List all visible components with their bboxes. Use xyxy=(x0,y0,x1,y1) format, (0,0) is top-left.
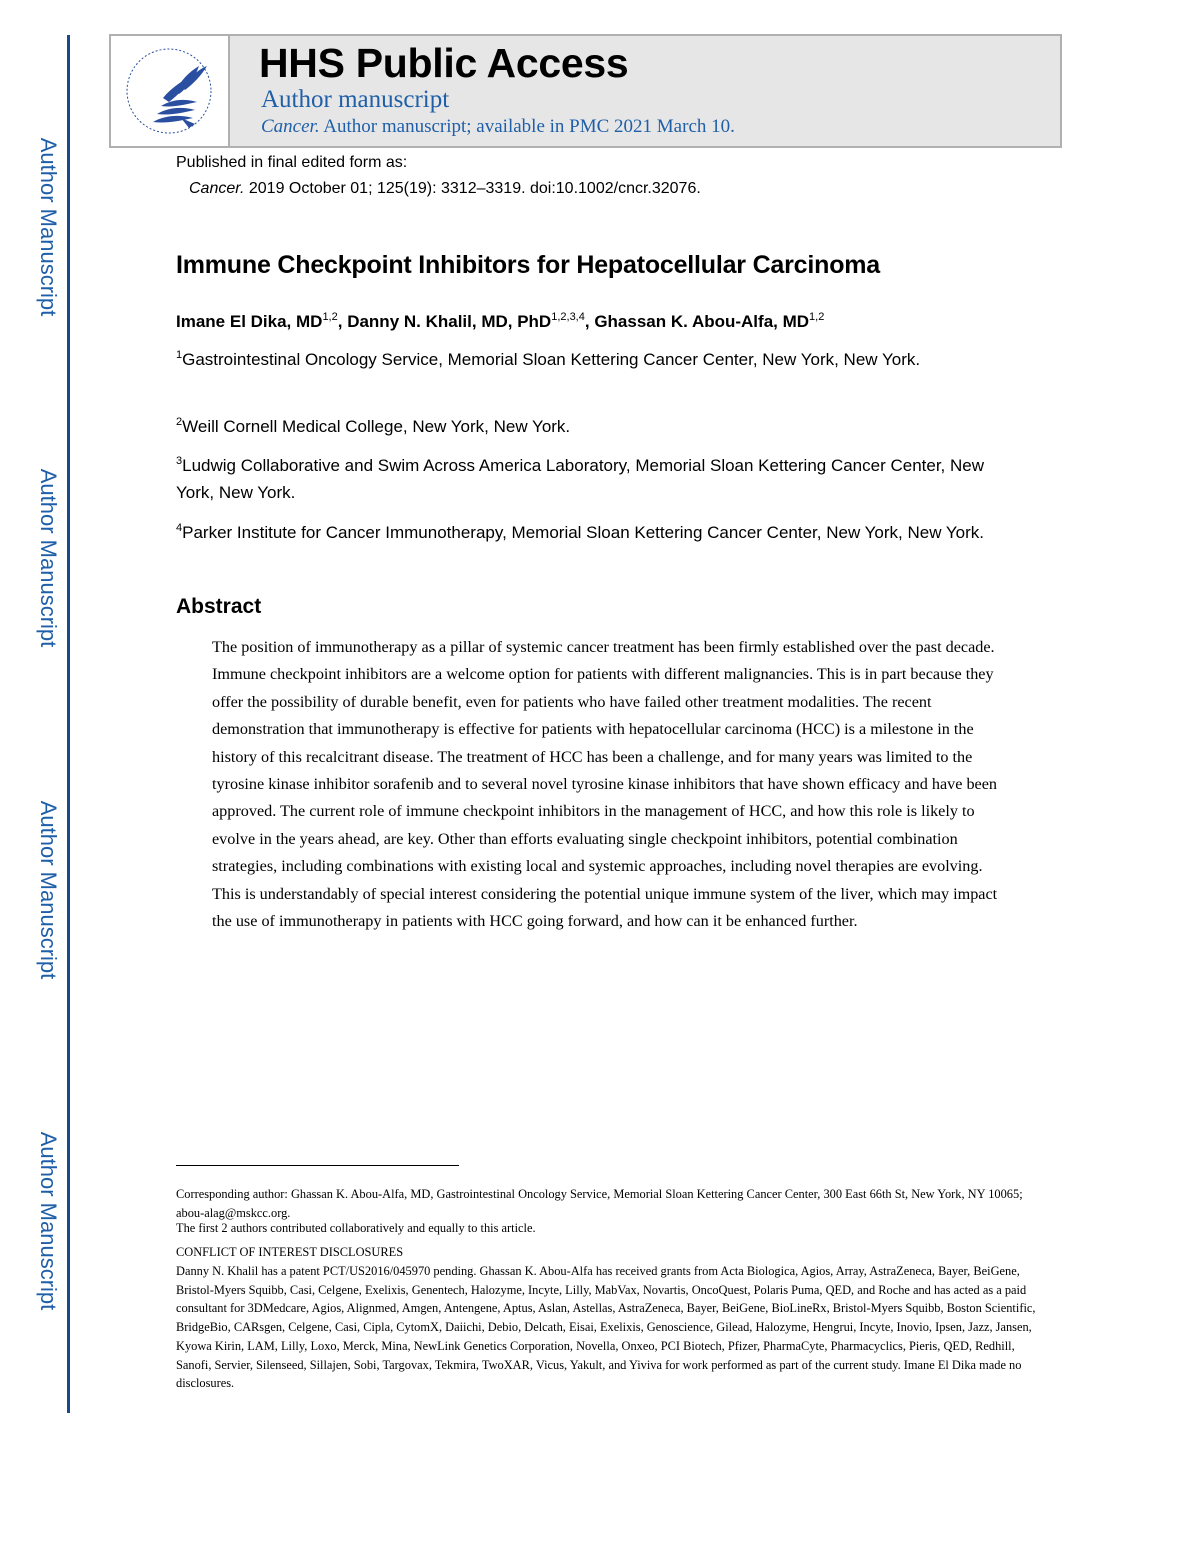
published-label: Published in final edited form as: xyxy=(176,154,408,171)
availability-text: Author manuscript; available in PMC 2021 March 10. xyxy=(319,116,735,137)
author-list: Imane El Dika, MD$^{1,2}$, Danny N. Khalil, MD, PhD$^{1,2,3,4}$, Ghassan K. Abou-Alfa, MD$^{1,2}$ xyxy=(176,311,825,331)
manuscript-type: Author manuscript xyxy=(261,86,450,113)
coi-text: Danny N. Khalil has a patent PCT/US2016/045970 pending. Ghassan K. Abou-Alfa has received grants from Acta Biologica, Agios, Array, AstraZeneca, Bayer, BeiGene, Bristol-Myers Squibb, Casi, Celgene, Exelixis, Genentech, Halozyme, Incyte, Lilly, MabVax, Novartis, OncoQuest, Polaris Puma, QED, and Roche and has acted as a paid consultant for 3DMedcare, Agios, Alignmed, Amgen, Antengene, Aptus, Aslan, Astellas, AstraZeneca, Bayer, BeiGene, BioLineRx, Bristol-Myers Squibb, Boston Scientific, BridgeBio, CARsgen, Celgene, Casi, Cipla, CytomX, Daiichi, Debio, Delcath, Eisai, Exelixis, Genoscience, Gilead, Halozyme, Hengrui, Incyte, Inovio, Ipsen, Jazz, Jansen, Kyowa Kirin, LAM, Lilly, Loxo, Merck, Mina, NewLink Genetics Corporation, Novella, Onxeo, PCI Biotech, Pfizer, PharmaCyte, Pharmacyclics, Pieris, QED, Redhill, Sanofi, Servier, Silenseed, Sillajen, Sobi, Targovax, Tekmira, TwoXAR, Vicus, Yakult, and Yiviva for work performed as part of the current study. Imane El Dika made no disclosures. xyxy=(176,1264,1036,1391)
affiliation: $^1$Gastrointestinal Oncology Service, Memorial Sloan Kettering Cancer Center, New York, New York. xyxy=(176,349,921,369)
abstract-heading: Abstract xyxy=(176,595,262,618)
author-name: Ghassan K. Abou-Alfa, MD xyxy=(594,312,810,331)
availability-line xyxy=(261,116,735,138)
journal-name: Cancer. xyxy=(261,116,320,137)
corresponding-author-note: Corresponding author: Ghassan K. Abou-Alfa, MD, Gastrointestinal Oncology Service, Memorial Sloan Kettering Cancer Center, 300 East 66th St, New York, NY 10065; abou-alag@mskcc.org. xyxy=(176,1187,1023,1220)
citation-journal: Cancer. xyxy=(189,180,245,197)
affiliation: $^3$Ludwig Collaborative and Swim Across America Laboratory, Memorial Sloan Kettering Cancer Center, New York, New York. xyxy=(176,455,985,502)
hhs-title: HHS Public Access xyxy=(259,40,629,86)
author-name: Danny N. Khalil, MD, PhD xyxy=(347,312,552,331)
logo-container xyxy=(111,36,230,146)
paper-title: Immune Checkpoint Inhibitors for Hepatocellular Carcinoma xyxy=(176,251,880,279)
author-name: Imane El Dika, MD xyxy=(176,312,323,331)
citation-details: 2019 October 01; 125(19): 3312–3319. doi:10.1002/cncr.32076. xyxy=(244,180,701,197)
author-affiliation-ref: 1,2,3,4 xyxy=(551,311,585,323)
hhs-header xyxy=(109,34,1062,148)
affiliation: $^4$Parker Institute for Cancer Immunotherapy, Memorial Sloan Kettering Cancer Center, New York, New York. xyxy=(176,522,985,542)
author-affiliation-ref: 1,2 xyxy=(809,311,825,323)
margin-rule xyxy=(67,35,70,1413)
affiliation: $^2$Weill Cornell Medical College, New York, New York. xyxy=(176,416,571,436)
author-affiliation-ref: 1,2 xyxy=(322,311,338,323)
hhs-eagle-seal-icon xyxy=(123,44,215,138)
footnote-rule xyxy=(176,1165,459,1166)
equal-contribution-note: The first 2 authors contributed collaboratively and equally to this article. xyxy=(176,1221,536,1235)
coi-heading: CONFLICT OF INTEREST DISCLOSURES xyxy=(176,1245,404,1259)
abstract-body: The position of immunotherapy as a pillar of systemic cancer treatment has been firmly established over the past decade. Immune checkpoint inhibitors are a welcome option for patients with different malignancies. This is in part because they offer the possibility of durable benefit, even for patients who have failed other treatment modalities. The recent demonstration that immunotherapy is effective for patients with hepatocellular carcinoma (HCC) is a milestone in the history of this recalcitrant disease. The treatment of HCC has been a challenge, and for many years was limited to the tyrosine kinase inhibitor sorafenib and to several novel tyrosine kinase inhibitors that have shown efficacy and have been approved. The current role of immune checkpoint inhibitors in the management of HCC, and how this role is likely to evolve in the years ahead, are key. Other than efforts evaluating single checkpoint inhibitors, potential combination strategies, including combinations with existing local and systemic approaches, including novel therapies are evolving. This is understandably of special interest considering the potential unique immune system of the liver, which may impact the use of immunotherapy in patients with HCC going forward, and how can it be enhanced further. xyxy=(212,638,998,931)
citation xyxy=(189,180,701,198)
